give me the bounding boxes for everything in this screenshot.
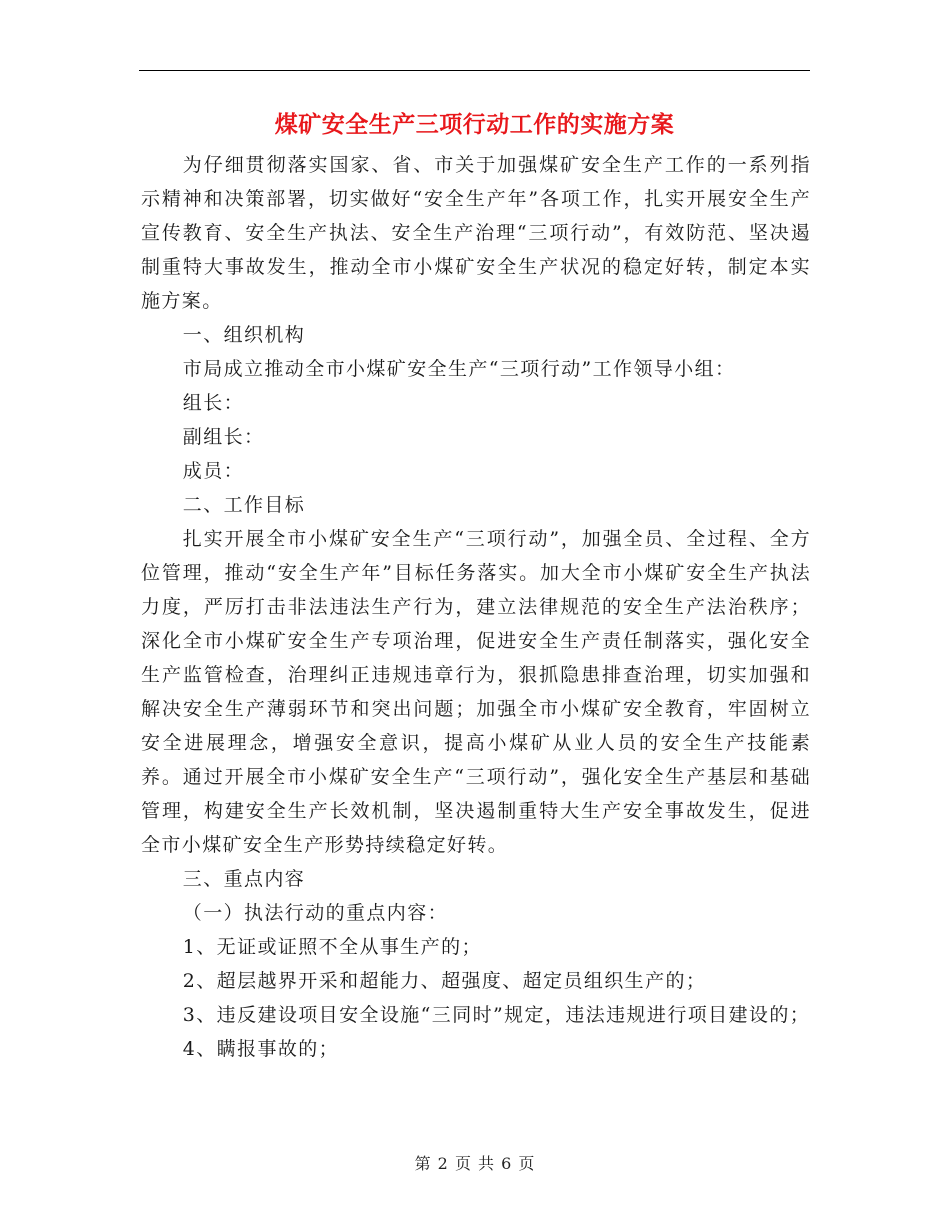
page-number: 第 2 页 共 6 页: [414, 1154, 536, 1173]
list-item: 4、瞒报事故的；: [182, 1038, 340, 1060]
intro-paragraph: 为仔细贯彻落实国家、省、市关于加强煤矿安全生产工作的一系列指示精神和决策部署，切实做好“安全生产年”各项工作，扎实开展安全生产宣传教育、安全生产执法、安全生产治理“三项行动”，有效防范、坚决遏制重特大事故发生，推动全市小煤矿安全生产状况的稳定好转，制定本实施方案。: [141, 154, 811, 312]
section-heading-key-content: 三、重点内容: [182, 868, 306, 890]
role-deputy-leader: 副组长：: [182, 426, 265, 448]
role-leader: 组长：: [182, 392, 244, 414]
subsection-heading-enforcement: （一）执法行动的重点内容：: [182, 902, 448, 924]
section-heading-organization: 一、组织机构: [182, 324, 306, 346]
header-rule: [139, 70, 810, 71]
list-item: 2、超层越界开采和超能力、超强度、超定员组织生产的；: [182, 970, 707, 992]
list-item: 1、无证或证照不全从事生产的；: [182, 936, 482, 958]
section-heading-goals: 二、工作目标: [182, 494, 306, 516]
organization-paragraph: 市局成立推动全市小煤矿安全生产“三项行动”工作领导小组：: [182, 358, 736, 380]
list-item: 3、违反建设项目安全设施“三同时”规定，违法违规进行项目建设的；: [182, 1004, 811, 1026]
document-title: 煤矿安全生产三项行动工作的实施方案: [274, 111, 675, 138]
document-body: [141, 148, 811, 1066]
role-members: 成员：: [182, 460, 244, 482]
goals-paragraph: 扎实开展全市小煤矿安全生产“三项行动”，加强全员、全过程、全方位管理，推动“安全生产年”目标任务落实。加大全市小煤矿安全生产执法力度，严厉打击非法违法生产行为，建立法律规范的安全生产法治秩序；深化全市小煤矿安全生产专项治理，促进安全生产责任制落实，强化安全生产监管检查，治理纠正违规违章行为，狠抓隐患排查治理，切实加强和解决安全生产薄弱环节和突出问题；加强全市小煤矿安全教育，牢固树立安全进展理念，增强安全意识，提高小煤矿从业人员的安全生产技能素养。通过开展全市小煤矿安全生产“三项行动”，强化安全生产基层和基础管理，构建安全生产长效机制，坚决遏制重特大生产安全事故发生，促进全市小煤矿安全生产形势持续稳定好转。: [141, 528, 811, 856]
